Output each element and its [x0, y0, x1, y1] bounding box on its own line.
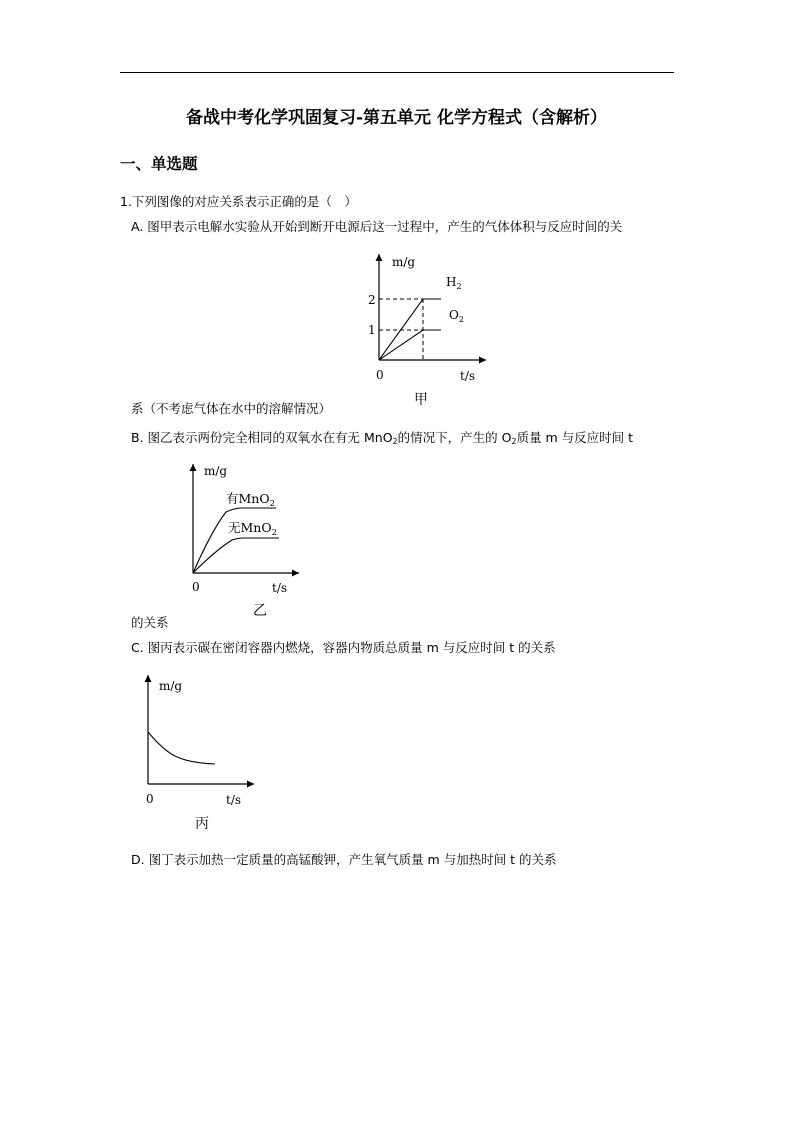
jia-tick-2: 2: [368, 293, 376, 307]
figure-bing: [135, 672, 255, 832]
option-a-line1: A. 图甲表示电解水实验从开始到断开电源后这一过程中，产生的气体体积与反应时间的关: [131, 219, 623, 234]
yi-curve-with-mno2: [193, 508, 276, 573]
bing-xlabel: t/s: [226, 793, 242, 807]
bing-curve: [148, 732, 215, 764]
figure-jia: [360, 248, 490, 408]
header-rule: [120, 72, 674, 73]
option-d: D. 图丁表示加热一定质量的高锰酸钾，产生氧气质量 m 与加热时间 t 的关系: [131, 852, 557, 867]
option-b-line1: B. 图乙表示两份完全相同的双氧水在有无 MnO$_2$的情况下，产生的 $O_2$质量 m 与反应时间 t: [131, 430, 634, 446]
yi-ylabel: m/g: [204, 464, 228, 478]
jia-origin: 0: [376, 368, 384, 382]
question-stem: 1.下列图像的对应关系表示正确的是（ ）: [120, 194, 357, 209]
figure-yi: [180, 460, 300, 619]
jia-caption: 甲: [414, 392, 428, 408]
jia-xlabel: t/s: [460, 369, 476, 383]
bing-caption: 丙: [195, 816, 209, 832]
yi-xlabel: t/s: [272, 581, 288, 595]
section-heading: 一、单选题: [120, 155, 198, 173]
bing-ylabel: m/g: [159, 679, 183, 693]
yi-label-without: 无MnO$_2$: [228, 520, 278, 538]
yi-label-with: 有MnO$_2$: [226, 491, 276, 509]
option-b-line2: 的关系: [131, 615, 169, 630]
document-title: 备战中考化学巩固复习-第五单元 化学方程式（含解析）: [186, 108, 607, 128]
yi-caption: 乙: [253, 603, 267, 619]
jia-ylabel: m/g: [392, 255, 416, 269]
option-c: C. 图丙表示碳在密闭容器内燃烧，容器内物质总质量 m 与反应时间 t 的关系: [131, 640, 556, 655]
yi-curve-without-mno2: [193, 538, 279, 573]
yi-origin: 0: [192, 580, 200, 594]
bing-origin: 0: [146, 792, 154, 806]
jia-o2-line: [379, 330, 441, 360]
jia-tick-1: 1: [368, 323, 376, 337]
jia-label-o2: $O_2$: [449, 308, 464, 324]
option-a-line2: 系（不考虑气体在水中的溶解情况）: [131, 401, 332, 416]
jia-label-h2: $H_2$: [446, 275, 462, 291]
